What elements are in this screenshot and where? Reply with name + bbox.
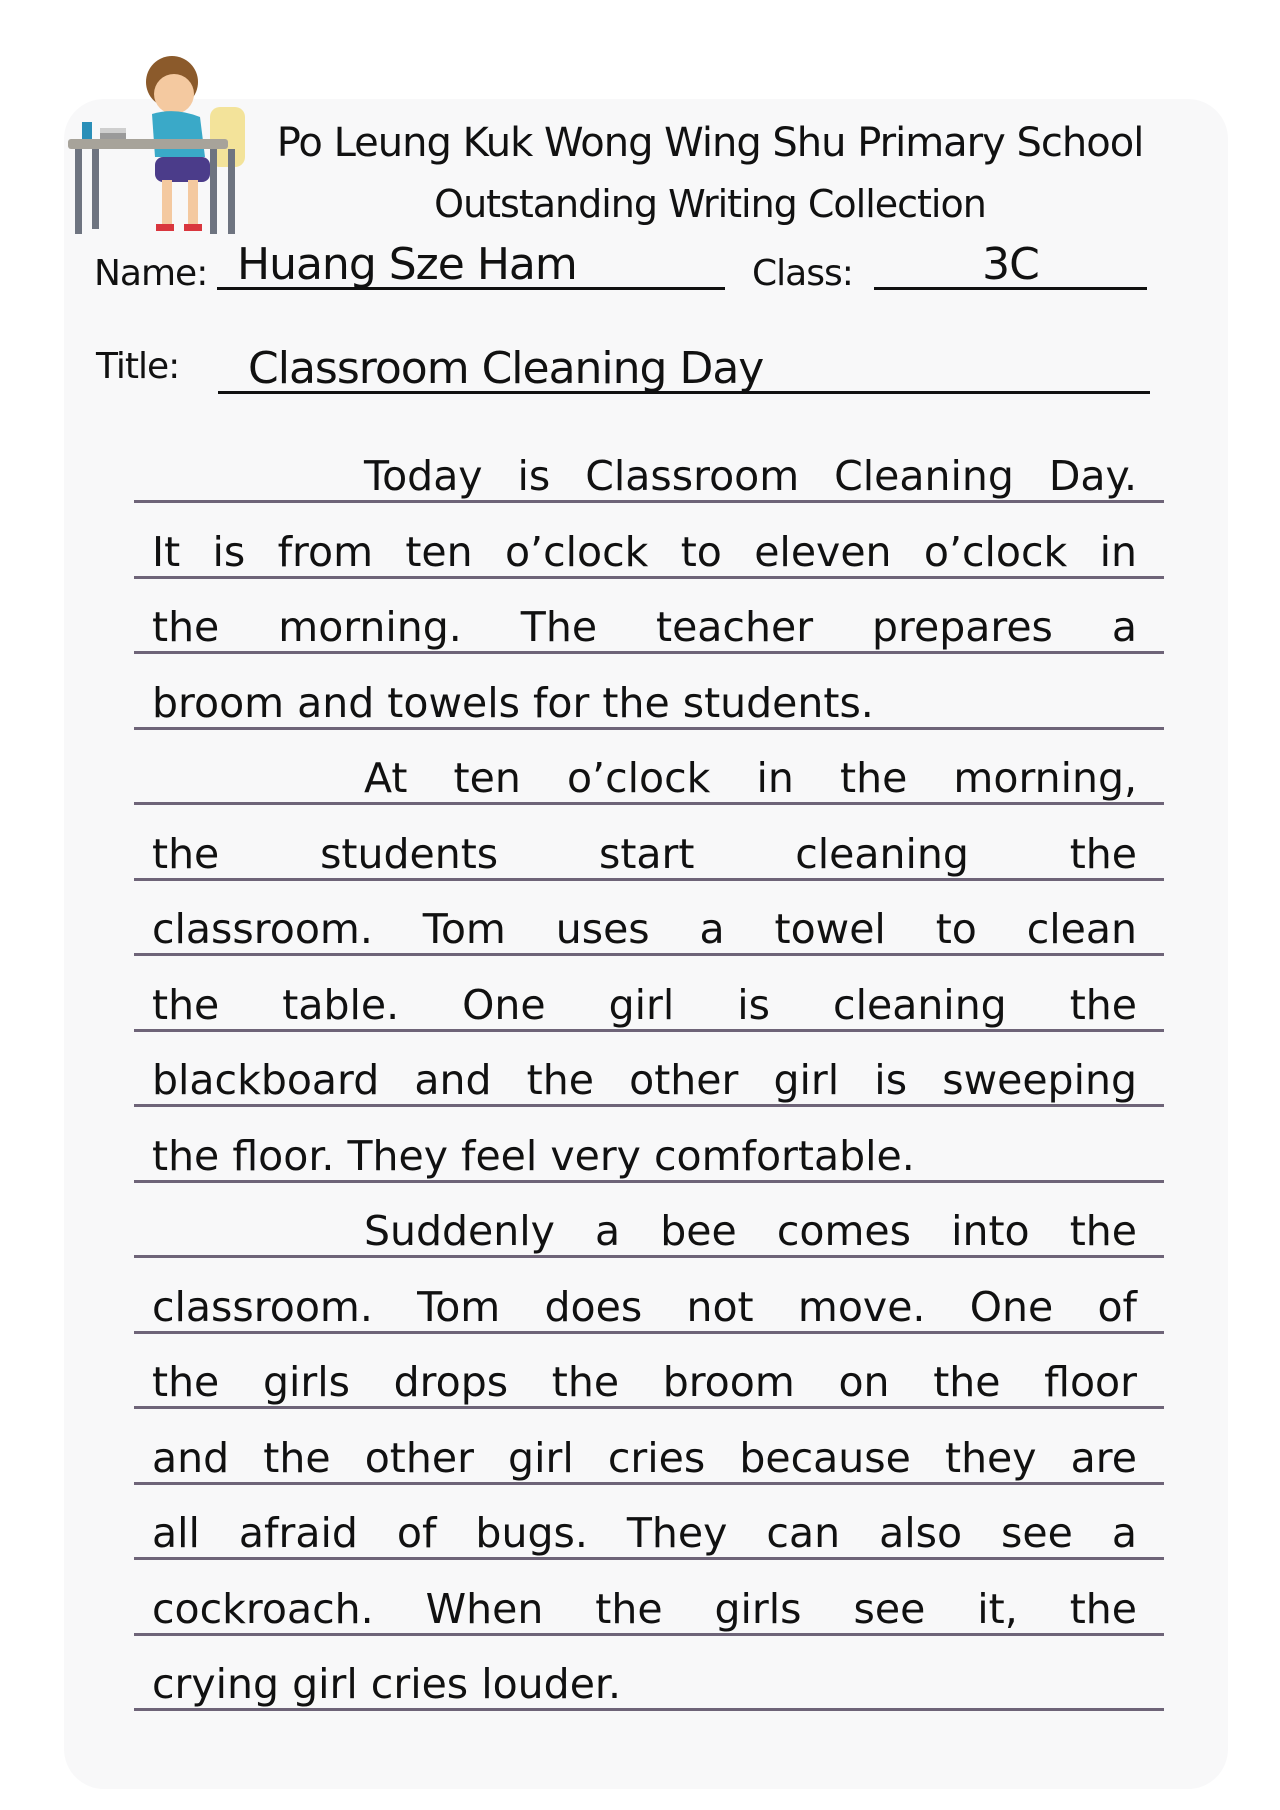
school-name: Po Leung Kuk Wong Wing Shu Primary School	[276, 120, 1144, 166]
ruled-line	[134, 576, 1164, 579]
composition-line: the table. One girl is cleaning the	[152, 980, 1137, 1029]
composition-line: the girls drops the broom on the floor	[152, 1358, 1137, 1406]
composition-line: and the other girl cries because they are	[152, 1433, 1137, 1482]
ruled-line	[134, 1633, 1164, 1636]
composition-line: cockroach. When the girls see it, the	[152, 1584, 1137, 1633]
composition-line: Suddenly a bee comes into the	[364, 1207, 1137, 1255]
title-label: Title:	[96, 346, 180, 387]
ruled-line	[134, 1331, 1164, 1334]
ruled-line	[134, 1029, 1164, 1032]
ruled-line	[134, 878, 1164, 881]
ruled-line	[134, 1104, 1164, 1107]
composition-line: Today is Classroom Cleaning Day.	[364, 452, 1137, 500]
composition-line: blackboard and the other girl is sweeping	[152, 1056, 1137, 1104]
composition-line: At ten o’clock in the morning,	[364, 754, 1137, 802]
ruled-line	[134, 1708, 1164, 1711]
composition-line: classroom. Tom does not move. One of	[152, 1282, 1137, 1331]
ruled-line	[134, 1406, 1164, 1409]
composition-line: the morning. The teacher prepares a	[152, 603, 1137, 651]
class-label: Class:	[752, 253, 853, 294]
ruled-line	[134, 651, 1164, 654]
composition-line: the students start cleaning the	[152, 829, 1137, 878]
title-field: Classroom Cleaning Day	[218, 347, 1150, 394]
class-field: 3C	[874, 243, 1147, 290]
name-label: Name:	[94, 253, 208, 294]
composition-line: It is from ten o’clock to eleven o’clock in	[152, 527, 1137, 576]
ruled-line	[134, 1180, 1164, 1183]
ruled-line	[134, 1255, 1164, 1258]
ruled-line	[134, 1482, 1164, 1485]
composition-line: crying girl cries louder.	[152, 1660, 622, 1708]
name-field: Huang Sze Ham	[217, 243, 725, 290]
composition-line: all afraid of bugs. They can also see a	[152, 1509, 1137, 1557]
ruled-line	[134, 953, 1164, 956]
ruled-line	[134, 727, 1164, 730]
composition-line: the floor. They feel very comfortable.	[152, 1131, 915, 1180]
ruled-line	[134, 802, 1164, 805]
composition-line: classroom. Tom uses a towel to clean	[152, 905, 1137, 953]
ruled-line	[134, 500, 1164, 503]
composition-line: broom and towels for the students.	[152, 678, 874, 727]
student-at-desk-illustration	[60, 52, 270, 237]
collection-subtitle: Outstanding Writing Collection	[434, 182, 986, 226]
ruled-line	[134, 1557, 1164, 1560]
